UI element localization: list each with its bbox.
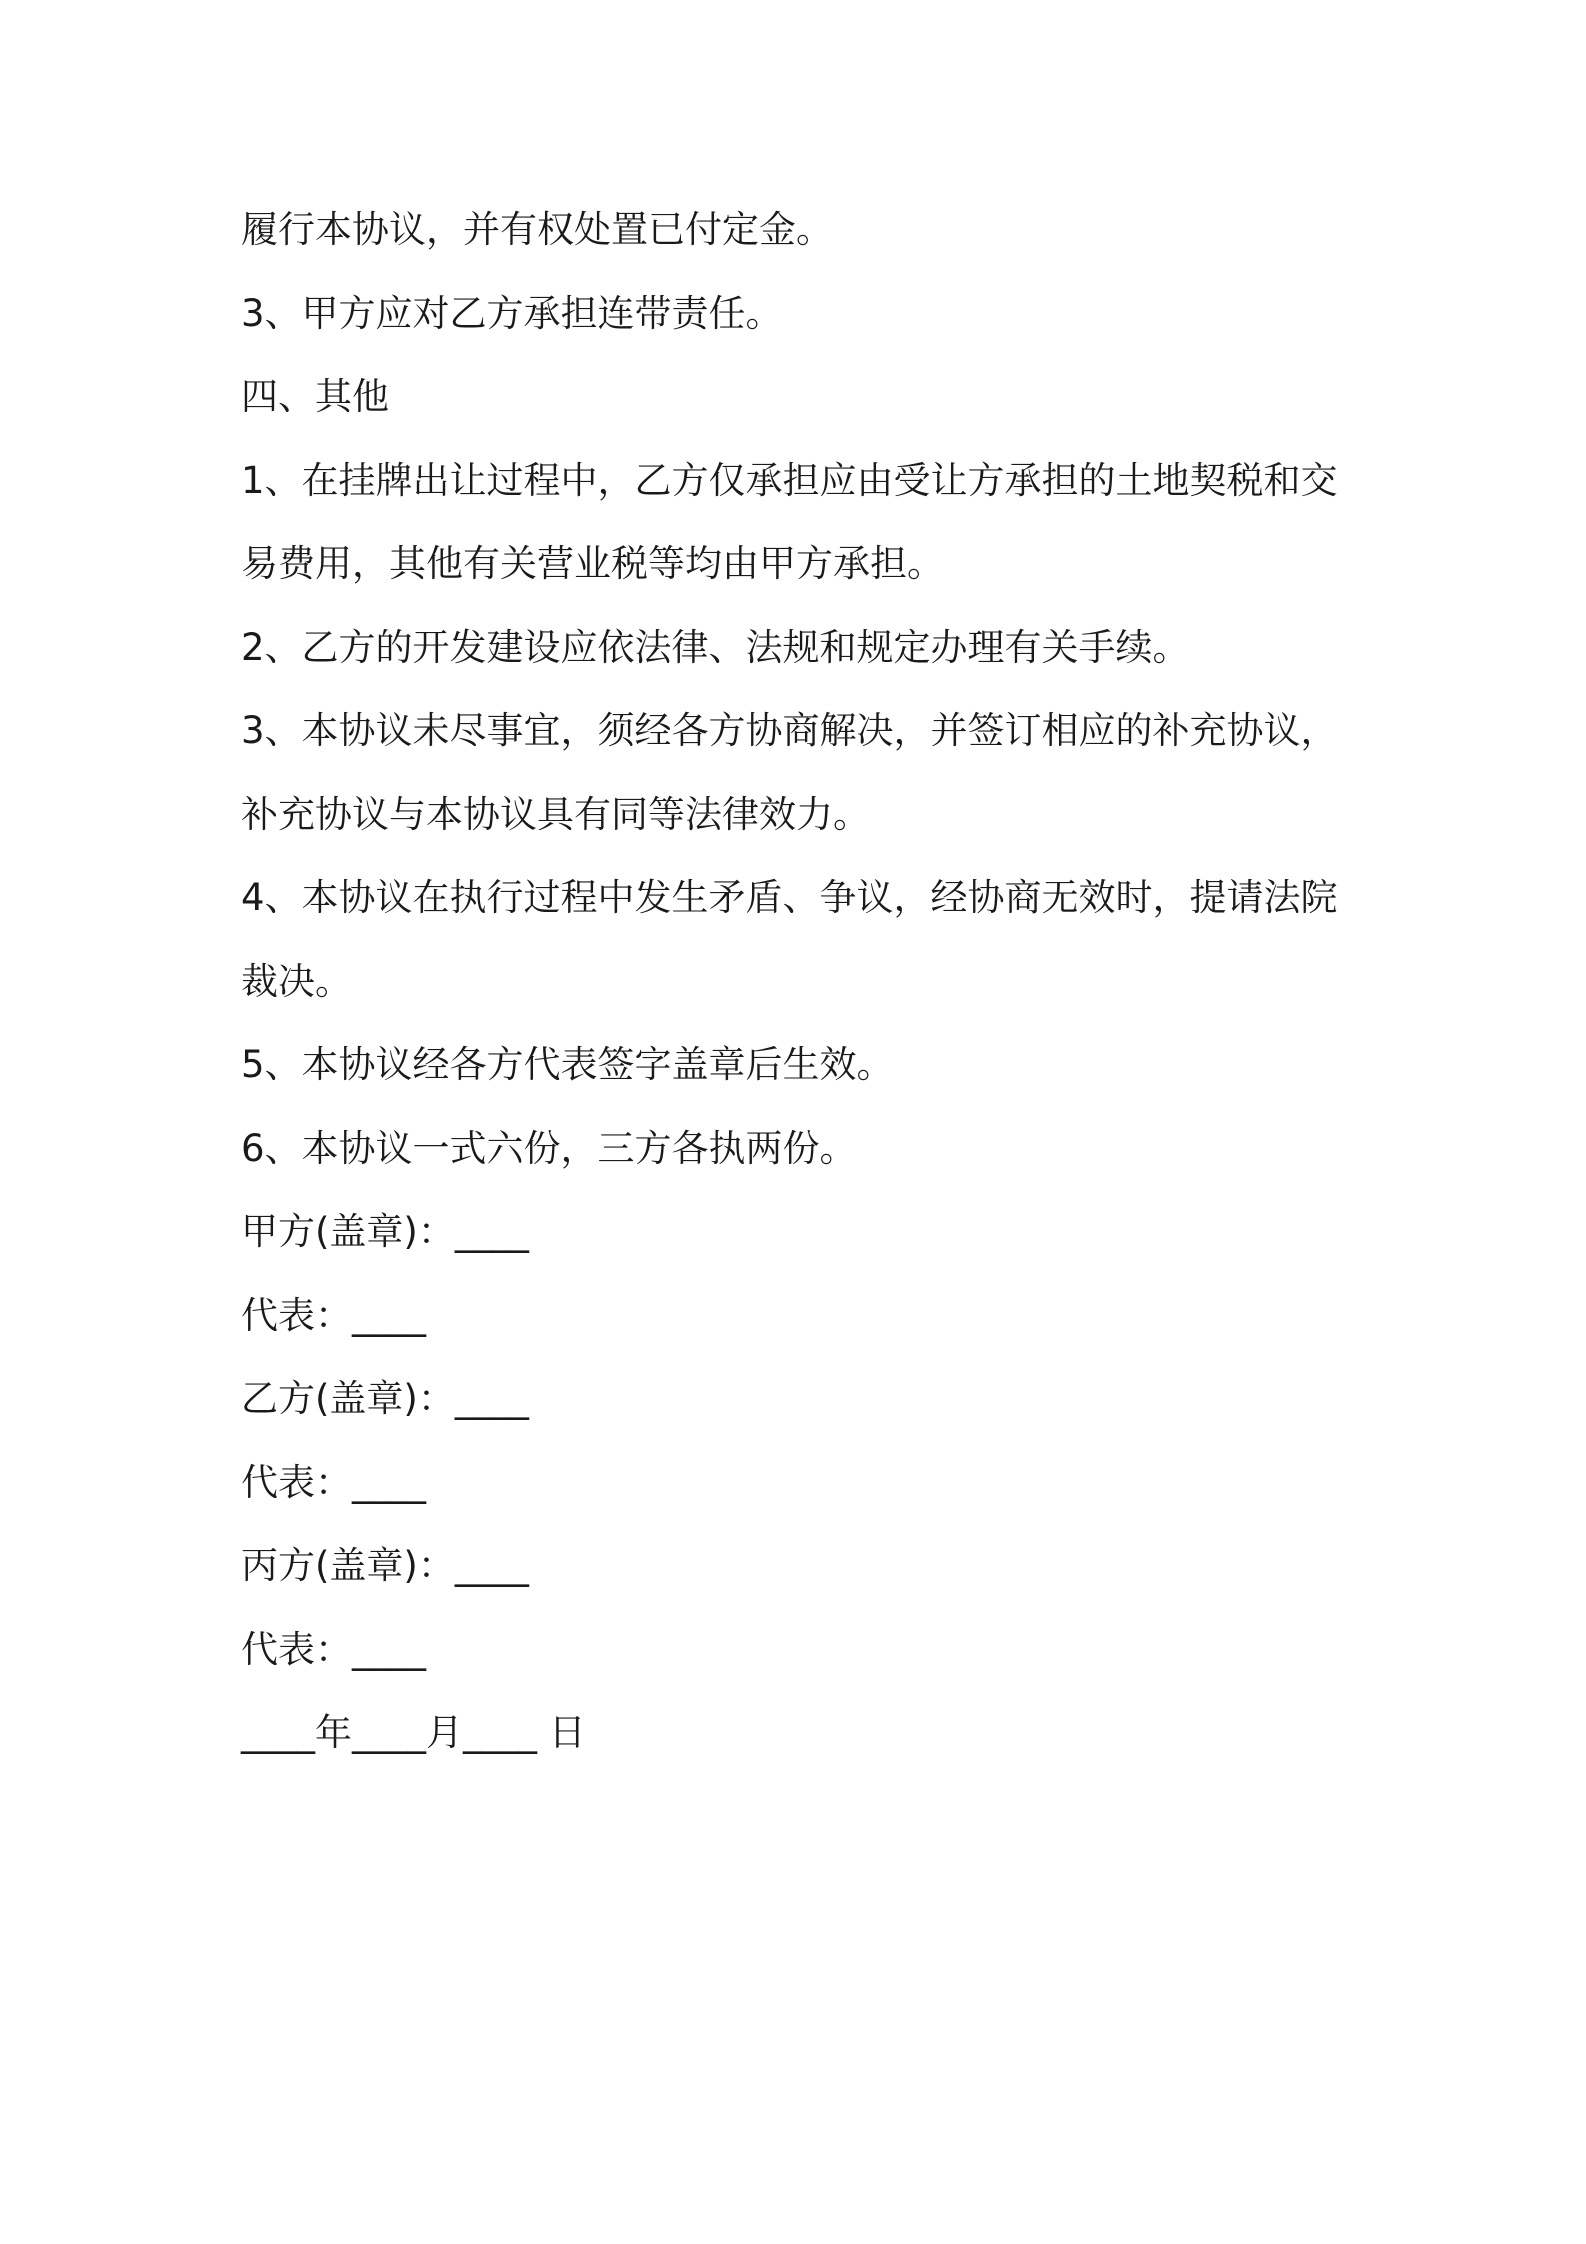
clause-3-joint-liability: 3、甲方应对乙方承担连带责任。 bbox=[241, 291, 783, 335]
party-a-representative-field: 代表：____ bbox=[241, 1293, 426, 1337]
clause-6: 6、本协议一式六份，三方各执两份。 bbox=[241, 1126, 857, 1170]
paragraph-line: 履行本协议，并有权处置已付定金。 bbox=[241, 208, 833, 251]
party-a-seal-field: 甲方(盖章)：____ bbox=[241, 1210, 529, 1253]
clause-4-line-1: 4、本协议在执行过程中发生矛盾、争议，经协商无效时，提请法院 bbox=[241, 876, 1338, 919]
clause-3-line-1: 3、本协议未尽事宜，须经各方协商解决，并签订相应的补充协议， bbox=[241, 709, 1338, 752]
document-body bbox=[241, 202, 1351, 1789]
clause-2: 2、乙方的开发建设应依法律、法规和规定办理有关手续。 bbox=[241, 625, 1190, 669]
clause-1-line-1: 1、在挂牌出让过程中，乙方仅承担应由受让方承担的土地契税和交 bbox=[241, 458, 1338, 502]
clause-3-line-2: 补充协议与本协议具有同等法律效力。 bbox=[241, 792, 870, 836]
party-c-seal-field: 丙方(盖章)：____ bbox=[241, 1544, 529, 1587]
date-field: ____年____月____ 日 bbox=[241, 1711, 586, 1754]
clause-1-line-2: 易费用，其他有关营业税等均由甲方承担。 bbox=[241, 542, 944, 585]
section-heading-other: 四、其他 bbox=[241, 375, 389, 418]
party-b-representative-field: 代表：____ bbox=[241, 1460, 426, 1504]
party-c-representative-field: 代表：____ bbox=[241, 1627, 426, 1671]
party-b-seal-field: 乙方(盖章)：____ bbox=[241, 1377, 529, 1420]
clause-4-line-2: 裁决。 bbox=[241, 959, 352, 1003]
clause-5: 5、本协议经各方代表签字盖章后生效。 bbox=[241, 1043, 894, 1086]
